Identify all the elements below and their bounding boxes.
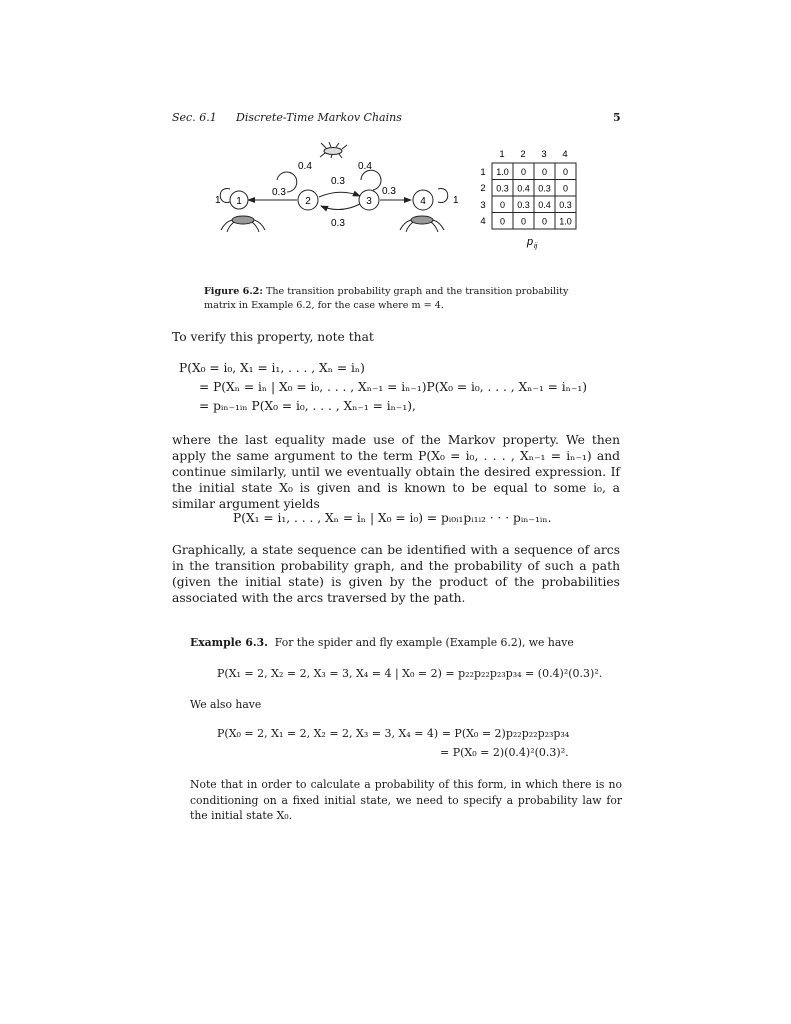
matrix-cell: 0 bbox=[541, 167, 548, 177]
matrix-cell: 0 bbox=[562, 183, 569, 194]
body-paragraph-3: Graphically, a state sequence can be identified with a sequence of arcs in the transition probability graph, and the probability of such a path (given the initial state) is given by the product of the probabilities associated with the arcs traversed by the path. bbox=[172, 543, 620, 605]
loop-label-1: 1 bbox=[215, 195, 221, 206]
matrix-label: p bbox=[527, 236, 534, 248]
matrix-cell: 0 bbox=[520, 167, 527, 177]
caption-label: Figure 6.2: bbox=[204, 286, 263, 297]
edge-label-2-1: 0.3 bbox=[272, 187, 286, 198]
matrix-col-header-3: 3 bbox=[541, 149, 547, 160]
matrix-label-subscript: ij bbox=[534, 241, 538, 250]
matrix-cell: 0 bbox=[499, 216, 506, 227]
self-loop-1 bbox=[220, 188, 230, 202]
matrix-cell: 0 bbox=[562, 167, 569, 177]
matrix-cell: 0.4 bbox=[538, 200, 551, 210]
state-label-2: 2 bbox=[305, 196, 311, 207]
body-paragraph-2: where the last equality made use of the Markov property. We then apply the same argument to the term P(X₀ = i₀, . . . , Xₙ₋₁ = iₙ₋₁) and continue similarly, until we eventually obtain the desired expression. If the initial state X₀ is given and is known to be equal to some i₀, a similar argument yields bbox=[172, 433, 620, 511]
matrix-row-header-3: 3 bbox=[480, 200, 486, 211]
self-loop-3 bbox=[361, 170, 381, 190]
loop-label-3: 0.4 bbox=[358, 161, 372, 172]
transition-matrix bbox=[474, 146, 582, 252]
equation-3: P(X₁ = 2, X₂ = 2, X₃ = 3, X₄ = 4 | X₀ = 2) = p₂₂p₂₂p₂₃p₃₄ = (0.4)²(0.3)². bbox=[217, 667, 603, 680]
caption-text: The transition probability graph and the transition probability matrix in Example 6.2, for the case where m = 4. bbox=[204, 286, 569, 311]
matrix-cell: 1.0 bbox=[559, 216, 572, 227]
example-also: We also have bbox=[190, 698, 262, 711]
matrix-cell: 0.3 bbox=[559, 200, 572, 210]
example-intro-text: For the spider and fly example (Example 6.2), we have bbox=[274, 636, 574, 649]
equation-2: P(X₁ = i₁, . . . , Xₙ = iₙ | X₀ = i₀) = pᵢ₀ᵢ₁pᵢ₁ᵢ₂ · · · pᵢₙ₋₁ᵢₙ. bbox=[233, 511, 552, 525]
figure-caption bbox=[204, 285, 592, 313]
edge-label-2-3: 0.3 bbox=[331, 176, 345, 187]
matrix-cell: 0 bbox=[499, 200, 506, 210]
matrix-row-header-1: 1 bbox=[480, 167, 486, 178]
intro-paragraph: To verify this property, note that bbox=[172, 330, 374, 344]
spider-icon-1 bbox=[221, 216, 265, 232]
state-label-1: 1 bbox=[236, 196, 242, 207]
edge-2-3 bbox=[319, 192, 360, 197]
matrix-col-header-2: 2 bbox=[520, 149, 526, 160]
edge-label-3-2: 0.3 bbox=[331, 218, 345, 229]
edge-label-3-4: 0.3 bbox=[382, 186, 396, 197]
state-label-3: 3 bbox=[366, 196, 372, 207]
state-label-4: 4 bbox=[420, 196, 426, 207]
spider-icon-2 bbox=[400, 216, 444, 232]
edge-3-2 bbox=[321, 204, 360, 210]
equation-1-line-1: P(X₀ = i₀, X₁ = i₁, . . . , Xₙ = iₙ) bbox=[179, 361, 365, 375]
equation-4-line-2: = P(X₀ = 2)(0.4)²(0.3)². bbox=[440, 746, 569, 759]
equation-1-line-2: = P(Xₙ = iₙ | X₀ = i₀, . . . , Xₙ₋₁ = iₙ₋₁)P(X₀ = i₀, . . . , Xₙ₋₁ = iₙ₋₁) bbox=[199, 380, 587, 394]
matrix-col-header-4: 4 bbox=[562, 149, 568, 160]
chapter-title: Discrete-Time Markov Chains bbox=[236, 111, 402, 124]
equation-4-line-1: P(X₀ = 2, X₁ = 2, X₂ = 2, X₃ = 3, X₄ = 4) = P(X₀ = 2)p₂₂p₂₂p₂₃p₃₄ bbox=[217, 727, 570, 740]
loop-label-2: 0.4 bbox=[298, 161, 312, 172]
matrix-row-header-2: 2 bbox=[480, 183, 486, 194]
matrix-cell: 0 bbox=[520, 216, 527, 227]
matrix-row-header-4: 4 bbox=[480, 216, 486, 227]
loop-label-4: 1 bbox=[453, 195, 459, 206]
page-number: 5 bbox=[613, 111, 621, 124]
matrix-cell: 0.3 bbox=[538, 183, 551, 194]
matrix-col-header-1: 1 bbox=[499, 149, 505, 160]
example-title: Example 6.3. bbox=[190, 636, 268, 649]
example-note: Note that in order to calculate a probability of this form, in which there is no conditioning on a fixed initial state, we need to specify a probability law for the initial state X₀. bbox=[190, 778, 622, 822]
transition-graph bbox=[205, 140, 470, 240]
equation-1-line-3: = pᵢₙ₋₁ᵢₙ P(X₀ = i₀, . . . , Xₙ₋₁ = iₙ₋₁), bbox=[199, 399, 416, 413]
matrix-cell: 1.0 bbox=[496, 167, 509, 177]
section-label: Sec. 6.1 bbox=[172, 111, 217, 124]
matrix-cell: 0.3 bbox=[517, 200, 530, 210]
fly-icon bbox=[320, 142, 347, 158]
matrix-cell: 0.3 bbox=[496, 183, 509, 194]
matrix-cell: 0.4 bbox=[517, 183, 530, 194]
matrix-cell: 0 bbox=[541, 216, 548, 227]
example-intro bbox=[190, 635, 622, 651]
self-loop-4 bbox=[438, 188, 448, 202]
